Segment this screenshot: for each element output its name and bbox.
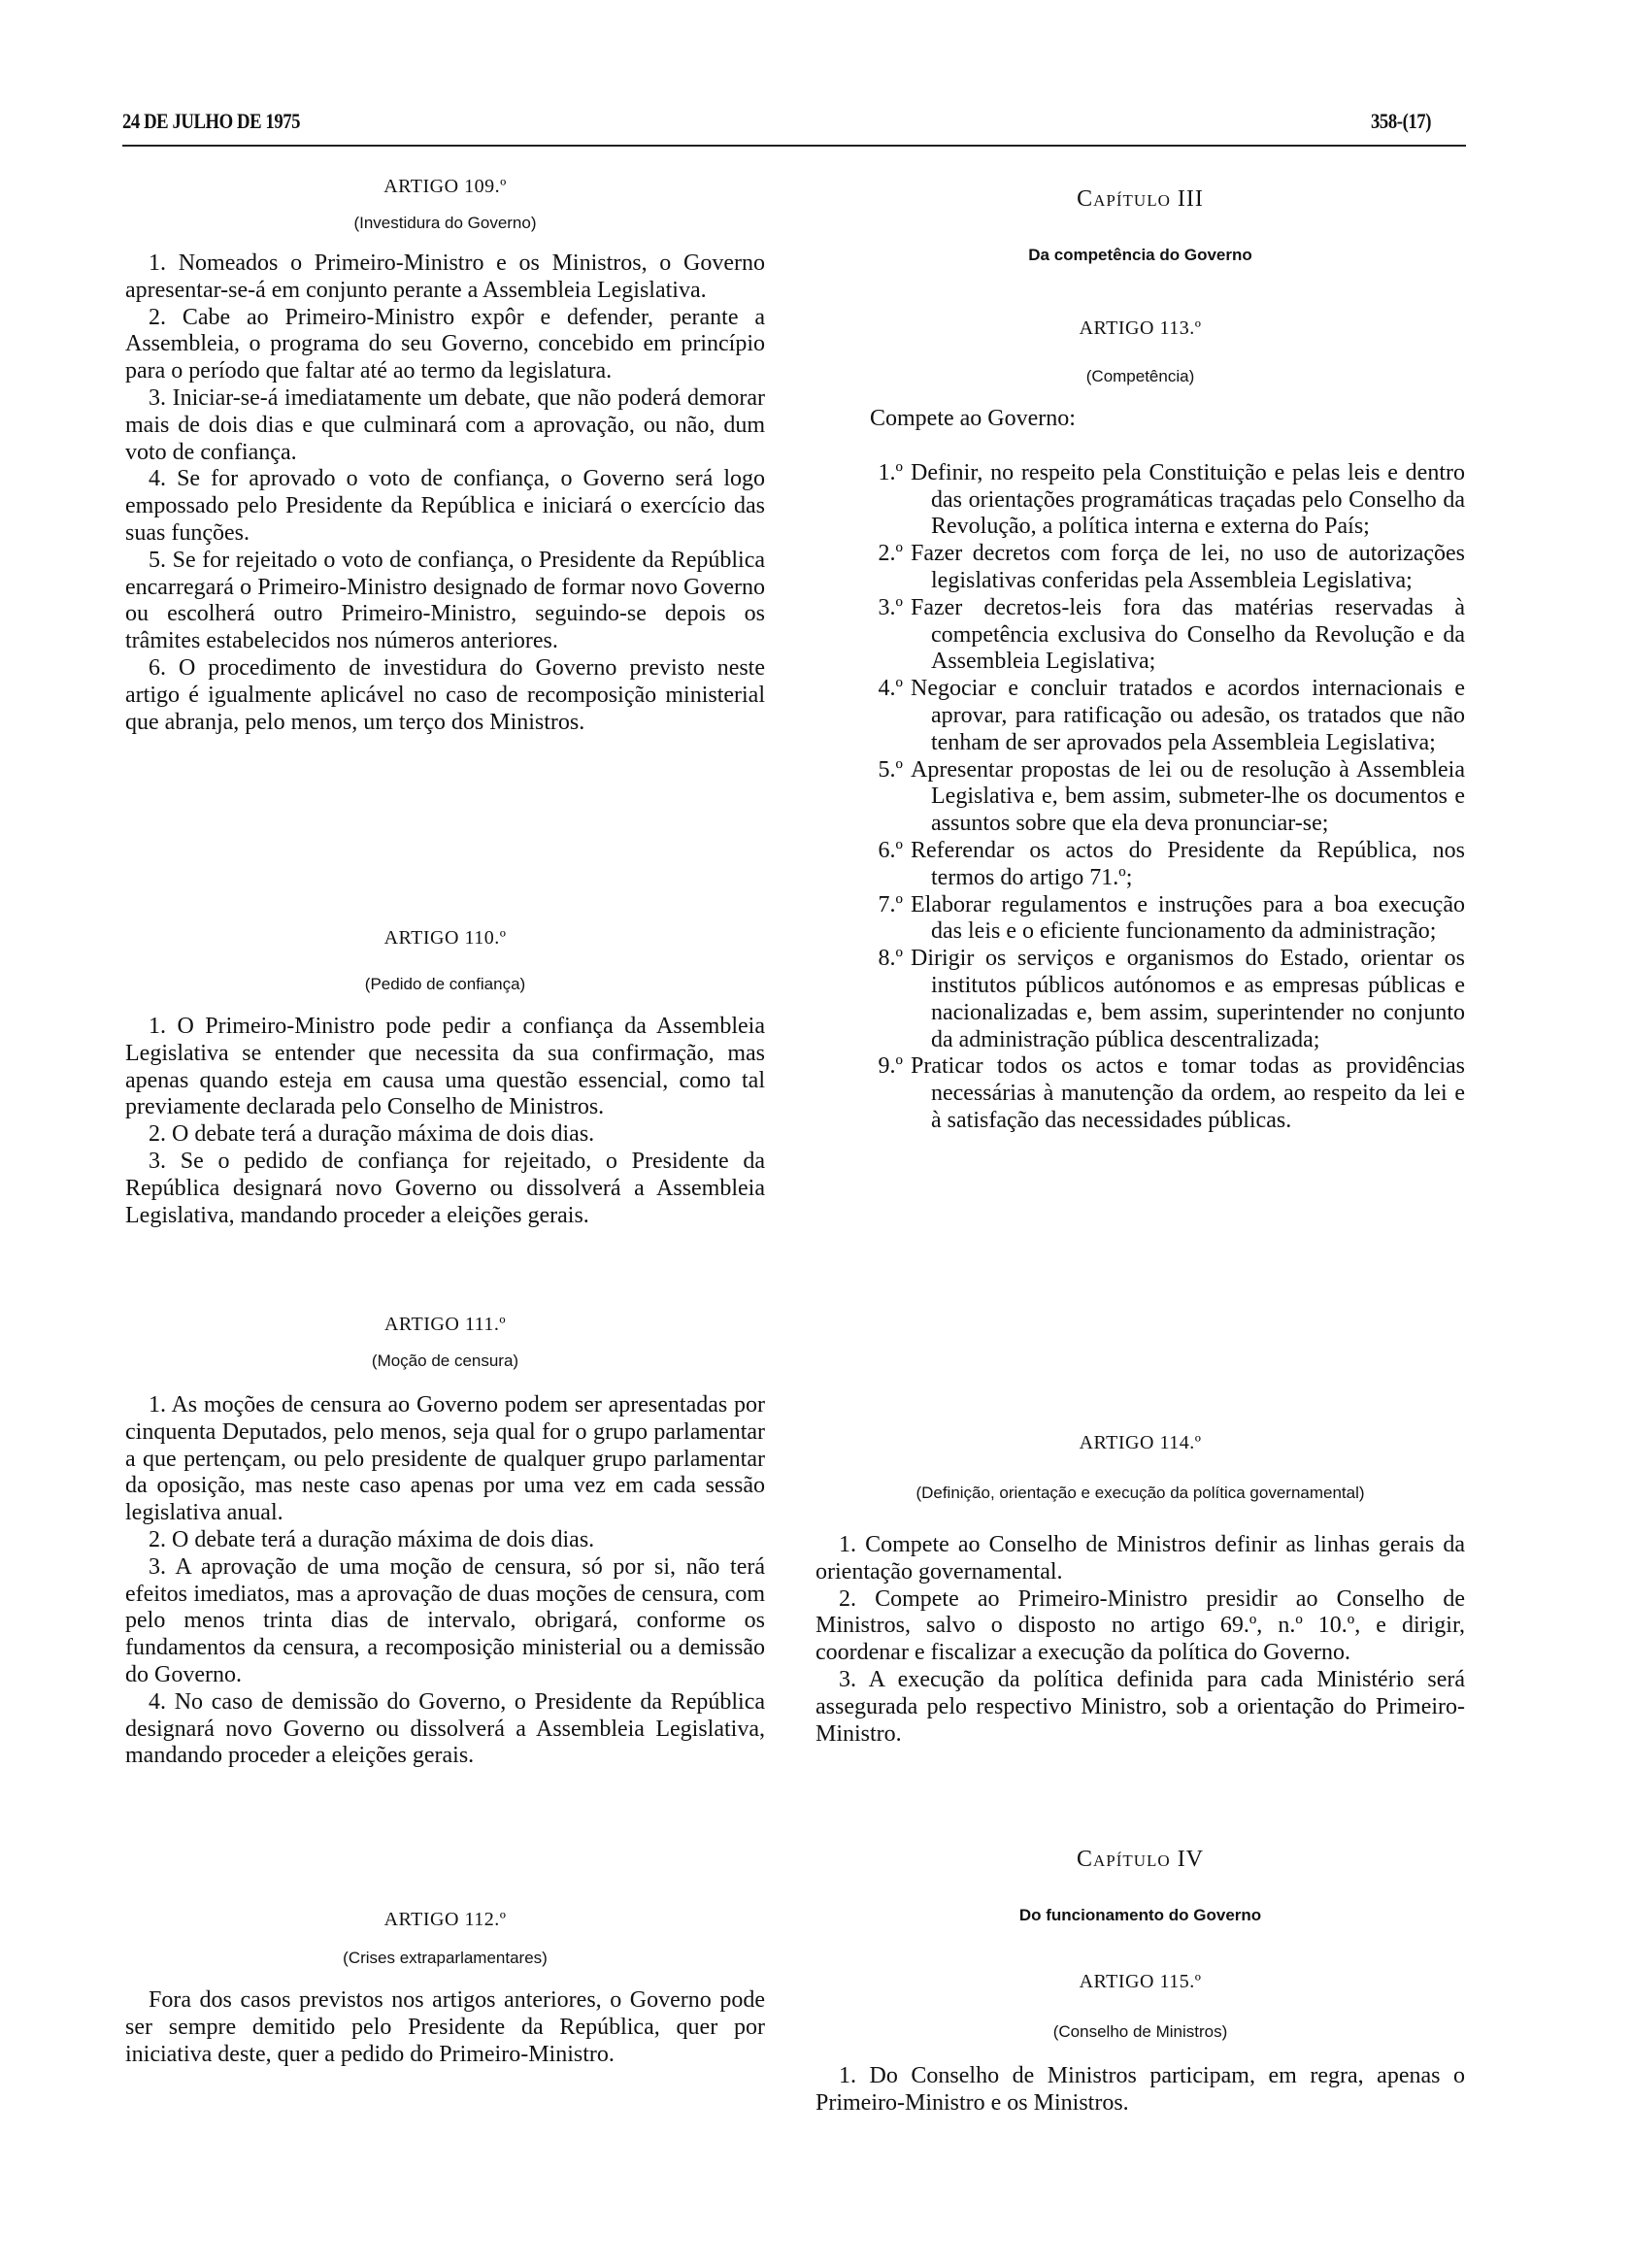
paragraph: 3. A execução da política definida para cada Ministério será assegurada pelo respectivo Ministro, sob a orientação do Primeiro-Ministro.: [816, 1666, 1465, 1747]
paragraph: 1. Compete ao Conselho de Ministros definir as linhas gerais da orientação governamental.: [816, 1532, 1465, 1584]
list-item: [816, 757, 1465, 838]
paragraph: 2. O debate terá a duração máxima de dois dias.: [149, 1121, 595, 1148]
paragraph: 4. Se for aprovado o voto de confiança, o Governo será logo empossado pelo Presidente da República e iniciará o exercício das suas funções.: [125, 466, 765, 546]
chapter-title: Capítulo IV: [1076, 1847, 1205, 1872]
chapter-4: [816, 1847, 1465, 1925]
paragraph: 3. A aprovação de uma moção de censura, só por si, não terá efeitos imediatos, mas a aprovação de duas moções de censura, com pelo menos trinta dias de intervalo, obrigará, conforme os fundamentos da censura, a recomposição ministerial ou a demissão do Governo.: [125, 1553, 765, 1687]
paragraph: 2. Compete ao Primeiro-Ministro presidir ao Conselho de Ministros, salvo o disposto no artigo 69.º, n.º 10.º, e dirigir, coordenar e fiscalizar a execução da política do Governo.: [816, 1585, 1465, 1666]
item-text: Referendar os actos do Presidente da República, nos termos do artigo 71.º;: [911, 837, 1465, 890]
article-title: ARTIGO 113.º: [1079, 317, 1202, 339]
article-subtitle: (Investidura do Governo): [353, 214, 537, 232]
list-item: [816, 460, 1465, 541]
article-subtitle: (Crises extraparlamentares): [343, 1949, 548, 1967]
article-title: ARTIGO 110.º: [383, 927, 507, 949]
article-112: [125, 1909, 765, 2068]
paragraph: 3. Iniciar-se-á imediatamente um debate, que não poderá demorar mais de dois dias e que culminará com a aprovação, ou não, dum voto de confiança.: [125, 384, 765, 465]
list-item: [816, 838, 1465, 892]
paragraph: Fora dos casos previstos nos artigos anteriores, o Governo pode ser sempre demitido pelo Presidente da República, quer por iniciativa deste, quer a pedido do Primeiro-Ministro.: [125, 1987, 765, 2067]
chapter-subtitle: Do funcionamento do Governo: [1018, 1906, 1262, 1924]
article-subtitle: (Competência): [1085, 367, 1195, 385]
article-title: ARTIGO 111.º: [383, 1314, 507, 1335]
item-number: 8.º: [878, 946, 903, 972]
chapter-title: Capítulo III: [1077, 186, 1204, 212]
paragraph: 1. Nomeados o Primeiro-Ministro e os Ministros, o Governo apresentar-se-á em conjunto perante a Assembleia Legislativa.: [125, 250, 765, 303]
item-number: 6.º: [878, 837, 903, 863]
header-date: 24 DE JULHO DE 1975: [122, 109, 301, 133]
item-text: Definir, no respeito pela Constituição e pelas leis e dentro das orientações programáticas traçadas pelo Conselho da Revolução, a política interna e externa do País;: [911, 459, 1465, 540]
list-item: [816, 1053, 1465, 1134]
item-number: 2.º: [878, 541, 903, 567]
item-number: 5.º: [878, 756, 903, 783]
article-title: ARTIGO 112.º: [383, 1909, 507, 1930]
article-113: [816, 317, 1465, 1135]
paragraph: 3. Se o pedido de confiança for rejeitado, o Presidente da República designará novo Governo ou dissolverá a Assembleia Legislativa, mandando proceder a eleições gerais.: [125, 1148, 765, 1228]
item-text: Apresentar propostas de lei ou de resolução à Assembleia Legislativa e, bem assim, submeter-lhe os documentos e assuntos sobre que ela deva pronunciar-se;: [911, 756, 1465, 837]
article-subtitle: (Conselho de Ministros): [1052, 2022, 1228, 2041]
article-title: ARTIGO 115.º: [1079, 1971, 1202, 1992]
header-rule: [122, 145, 1466, 147]
item-number: 4.º: [878, 676, 903, 702]
article-115: [816, 1971, 1465, 2118]
article-title: ARTIGO 109.º: [383, 176, 507, 197]
article-subtitle: (Definição, orientação e execução da política governamental): [915, 1484, 1365, 1502]
article-subtitle: (Pedido de confiança): [364, 975, 526, 993]
item-text: Dirigir os serviços e organismos do Estado, orientar os institutos públicos autónomos e as empresas públicas e nacionalizadas e, bem assim, superintender no conjunto da administração pública descentralizada;: [911, 946, 1465, 1052]
paragraph: 5. Se for rejeitado o voto de confiança, o Presidente da República encarregará o Primeiro-Ministro designado de formar novo Governo ou escolherá outro Primeiro-Ministro, seguindo-se depois os trâmites estabelecidos nos números anteriores.: [125, 547, 765, 654]
competence-list: [816, 460, 1465, 1135]
item-text: Praticar todos os actos e tomar todas as providências necessárias à manutenção da ordem, ao respeito da lei e à satisfação das necessidades públicas.: [911, 1053, 1465, 1133]
item-number: 1.º: [878, 459, 903, 485]
paragraph: 6. O procedimento de investidura do Governo previsto neste artigo é igualmente aplicável no caso de recomposição ministerial que abranja, pelo menos, um terço dos Ministros.: [125, 654, 765, 735]
paragraph: 1. As moções de censura ao Governo podem ser apresentadas por cinquenta Deputados, pelo menos, seja qual for o grupo parlamentar a que pertençam, ou pelo presidente de qualquer grupo parlamentar da oposição, mas neste caso apenas por uma vez em cada sessão legislativa anual.: [125, 1392, 765, 1526]
item-text: Elaborar regulamentos e instruções para a boa execução das leis e o eficiente funcionamento da administração;: [911, 891, 1465, 945]
paragraph: 2. Cabe ao Primeiro-Ministro expôr e defender, perante a Assembleia, o programa do seu Governo, concebido em princípio para o período que faltar até ao termo da legislatura.: [125, 304, 765, 384]
list-item: [816, 676, 1465, 756]
article-subtitle: (Moção de censura): [371, 1351, 519, 1370]
paragraph: 1. Do Conselho de Ministros participam, em regra, apenas o Primeiro-Ministro e os Ministros.: [816, 2063, 1465, 2116]
chapter-3: [816, 186, 1465, 265]
page-number: 358-(17): [1371, 109, 1432, 133]
paragraph: 2. O debate terá a duração máxima de dois dias.: [149, 1526, 595, 1552]
chapter-subtitle: Da competência do Governo: [1028, 246, 1252, 264]
item-number: 7.º: [878, 891, 903, 917]
paragraph: 4. No caso de demissão do Governo, o Presidente da República designará novo Governo ou dissolverá a Assembleia Legislativa, mandando proceder a eleições gerais.: [125, 1688, 765, 1769]
article-114: [816, 1432, 1465, 1748]
article-title: ARTIGO 114.º: [1079, 1432, 1202, 1453]
paragraph: 1. O Primeiro-Ministro pode pedir a confiança da Assembleia Legislativa se entender que necessita da sua confirmação, mas apenas quando esteja em causa uma questão essencial, como tal previamente declarada pelo Conselho de Ministros.: [125, 1014, 765, 1120]
article-110: [125, 927, 765, 1229]
list-item: [816, 541, 1465, 595]
list-item: [816, 946, 1465, 1053]
item-text: Fazer decretos com força de lei, no uso de autorizações legislativas conferidas pela Assembleia Legislativa;: [911, 541, 1465, 593]
item-text: Negociar e concluir tratados e acordos internacionais e aprovar, para ratificação ou adesão, os tratados que não tenham de ser aprovados pela Assembleia Legislativa;: [911, 676, 1465, 755]
item-number: 3.º: [878, 594, 903, 620]
article-111: [125, 1314, 765, 1770]
item-number: 9.º: [878, 1053, 903, 1080]
item-text: Fazer decretos-leis fora das matérias reservadas à competência exclusiva do Conselho da Revolução e da Assembleia Legislativa;: [911, 594, 1465, 675]
lead-text: Compete ao Governo:: [870, 406, 1076, 431]
list-item: [816, 595, 1465, 676]
list-item: [816, 892, 1465, 947]
article-109: [125, 176, 765, 736]
